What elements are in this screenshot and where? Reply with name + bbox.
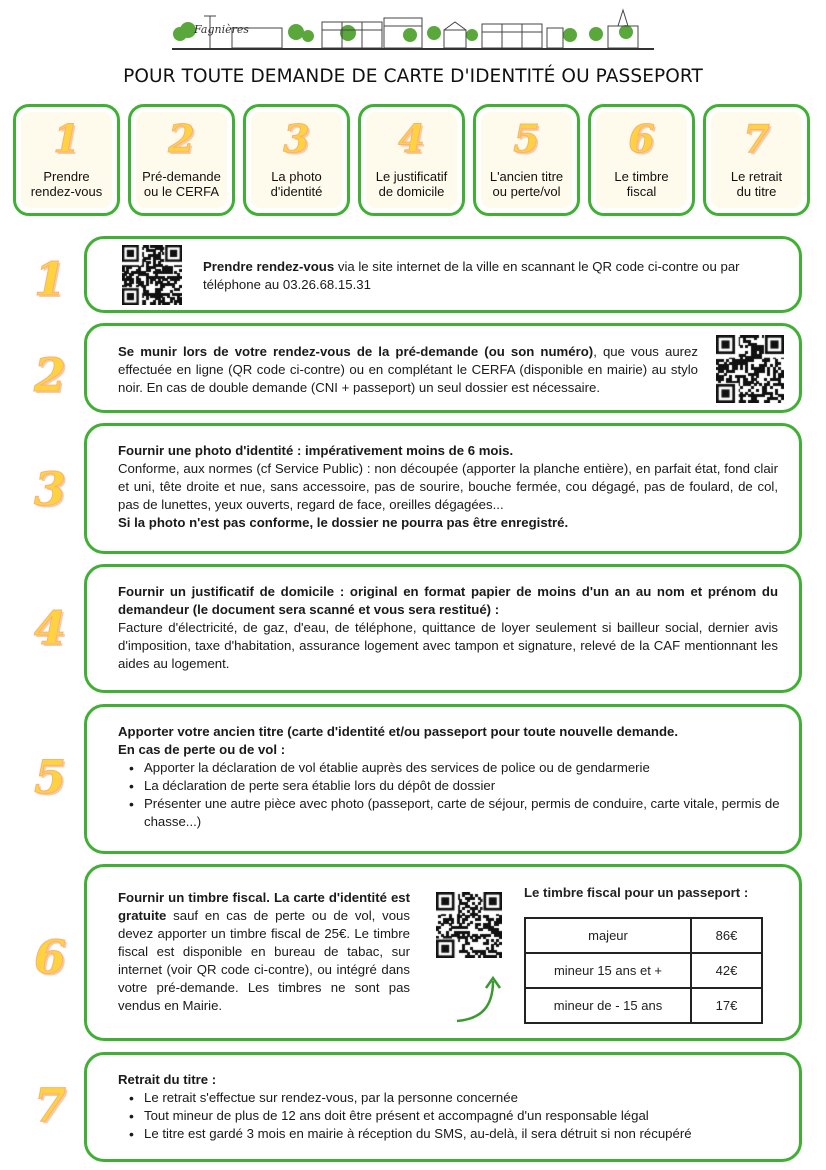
step-1-box: [84, 236, 802, 313]
step-2-text: Se munir lors de votre rendez-vous de la pré-demande (ou son numéro), que vous aurez effectuée en ligne (QR code ci-contre) ou en complétant le CERFA (disponible en mairie) au stylo noir. En cas de double demande (CNI + passeport) un seul dossier est nécessaire.: [118, 344, 698, 395]
fee-price: 42€: [691, 953, 762, 988]
fee-price: 86€: [691, 918, 762, 953]
page-title: POUR TOUTE DEMANDE DE CARTE D'IDENTITÉ OU PASSEPORT: [123, 66, 703, 87]
card-label: Le retrait du titre: [730, 169, 783, 199]
fee-label: majeur: [525, 918, 691, 953]
overview-card-5: [473, 104, 580, 216]
list-item: • La déclaration de perte sera établie lors du dépôt de dossier: [118, 777, 782, 795]
step-number-5: 5: [33, 750, 66, 804]
step-7-box: [84, 1052, 802, 1162]
passport-fee-table: [524, 917, 763, 1024]
step-6-text: Fournir un timbre fiscal. La carte d'identité est gratuite sauf en cas de perte ou de vol, vous devez apporter un timbre fiscal de 25€. Le timbre fiscal est disponible en bureau de tabac, sur internet (voir QR code ci-contre), ou intégré dans votre pré-demande. Les timbres ne sont pas vendus en Mairie.: [118, 890, 410, 1013]
step-number-2: 2: [33, 348, 66, 402]
overview-card-7: [703, 104, 810, 216]
step-5-text: Apporter votre ancien titre (carte d'identité et/ou passeport pour toute nouvelle demande. En cas de perte ou de vol : • Apporter la déclaration de vol établie auprès des services de police ou de gendarmerie • La déclaration de perte sera établie lors du dépôt de dossier • Présenter une autre pièce avec photo (passeport, carte de séjour, permis de conduire, carte vitale, permis de chasse...): [118, 723, 782, 831]
withdrawal-list: [118, 1089, 782, 1143]
card-number: 2: [168, 116, 195, 161]
list-item: • Présenter une autre pièce avec photo (passeport, carte de séjour, permis de conduire, carte vitale, permis de chasse...): [118, 795, 782, 831]
step-4-text: Fournir un justificatif de domicile : original en format papier de moins d'un an au nom et prénom du demandeur (le document sera scanné et vous sera restitué) : Facture d'électricité, de gaz, d'eau, de téléphone, quittance de loyer seulement si bailleur social, dernier avis d'imposition, taxe d'habitation, assurance logement avec tampon et signature, relevé de la CAF mentionnant les aides au logement.: [118, 584, 778, 671]
list-item: • Le retrait s'effectue sur rendez-vous, par la personne concernée: [118, 1089, 782, 1107]
card-label: Le timbre fiscal: [614, 169, 669, 199]
fee-price: 17€: [691, 988, 762, 1023]
card-label: Prendre rendez-vous: [30, 169, 103, 199]
step-2-box: [84, 323, 802, 413]
card-label: Le justificatif de domicile: [375, 169, 448, 199]
overview-card-4: [358, 104, 465, 216]
table-row: [525, 988, 762, 1023]
loss-theft-list: [118, 759, 782, 831]
step-number-4: 4: [33, 601, 66, 655]
step-5-box: [84, 704, 802, 854]
town-logo-text: Fagnières: [194, 23, 250, 36]
curved-arrow-icon: [453, 973, 507, 1023]
fee-label: mineur de - 15 ans: [525, 988, 691, 1023]
step-7-text: Retrait du titre : • Le retrait s'effectue sur rendez-vous, par la personne concernée • Tout mineur de plus de 12 ans doit être présent et accompagné d'un responsable légal • Le titre est gardé 3 mois en mairie à réception du SMS, au-delà, il sera détruit si non récupéré: [118, 1071, 782, 1143]
card-number: 7: [743, 116, 770, 161]
card-number: 1: [53, 116, 80, 161]
qr-code-appointment[interactable]: [122, 245, 182, 305]
card-number: 5: [513, 116, 540, 161]
list-item: • Apporter la déclaration de vol établie auprès des services de police ou de gendarmerie: [118, 759, 782, 777]
overview-card-2: [128, 104, 235, 216]
overview-card-6: [588, 104, 695, 216]
card-number: 3: [283, 116, 310, 161]
table-row: [525, 918, 762, 953]
card-number: 6: [628, 116, 655, 161]
step-overview: [13, 104, 813, 216]
step-number-6: 6: [33, 930, 66, 984]
step-3-box: [84, 423, 802, 554]
card-label: Pré-demande ou le CERFA: [142, 169, 221, 199]
qr-code-fiscal-stamp[interactable]: [436, 892, 502, 958]
card-label: L'ancien titre ou perte/vol: [489, 169, 564, 199]
step-number-7: 7: [33, 1078, 66, 1132]
step-3-text: Fournir une photo d'identité : impérativement moins de 6 mois. Conforme, aux normes (cf Service Public) : non découpée (apporter la planche entière), en parfait état, fond clair et uni, tête droite et nue, sans accessoire, pas de sourire, bouche fermée, cou dégagé, pas de foulard, de col, pas de lunettes, yeux ouverts, regard de face, oreilles dégagées... Si la photo n'est pas conforme, le dossier ne pourra pas être enregistré.: [118, 443, 778, 530]
list-item: • Le titre est gardé 3 mois en mairie à réception du SMS, au-delà, il sera détruit si non récupéré: [118, 1125, 782, 1143]
town-banner: [172, 8, 654, 50]
card-number: 4: [398, 116, 425, 161]
step-number-3: 3: [33, 462, 66, 516]
overview-card-3: [243, 104, 350, 216]
banner-ground-line: [172, 48, 654, 50]
overview-card-1: [13, 104, 120, 216]
fee-label: mineur 15 ans et +: [525, 953, 691, 988]
table-row: [525, 953, 762, 988]
card-label: La photo d'identité: [270, 169, 323, 199]
step-number-1: 1: [33, 252, 66, 306]
fee-table-title: Le timbre fiscal pour un passeport :: [524, 885, 749, 900]
qr-code-predemande[interactable]: [716, 335, 784, 403]
step-4-box: [84, 564, 802, 693]
list-item: • Tout mineur de plus de 12 ans doit être présent et accompagné d'un responsable légal: [118, 1107, 782, 1125]
step-6-box: [84, 864, 802, 1041]
step-1-text: Prendre rendez-vous via le site internet de la ville en scannant le QR code ci-contre ou par téléphone au 03.26.68.15.31: [203, 259, 740, 292]
